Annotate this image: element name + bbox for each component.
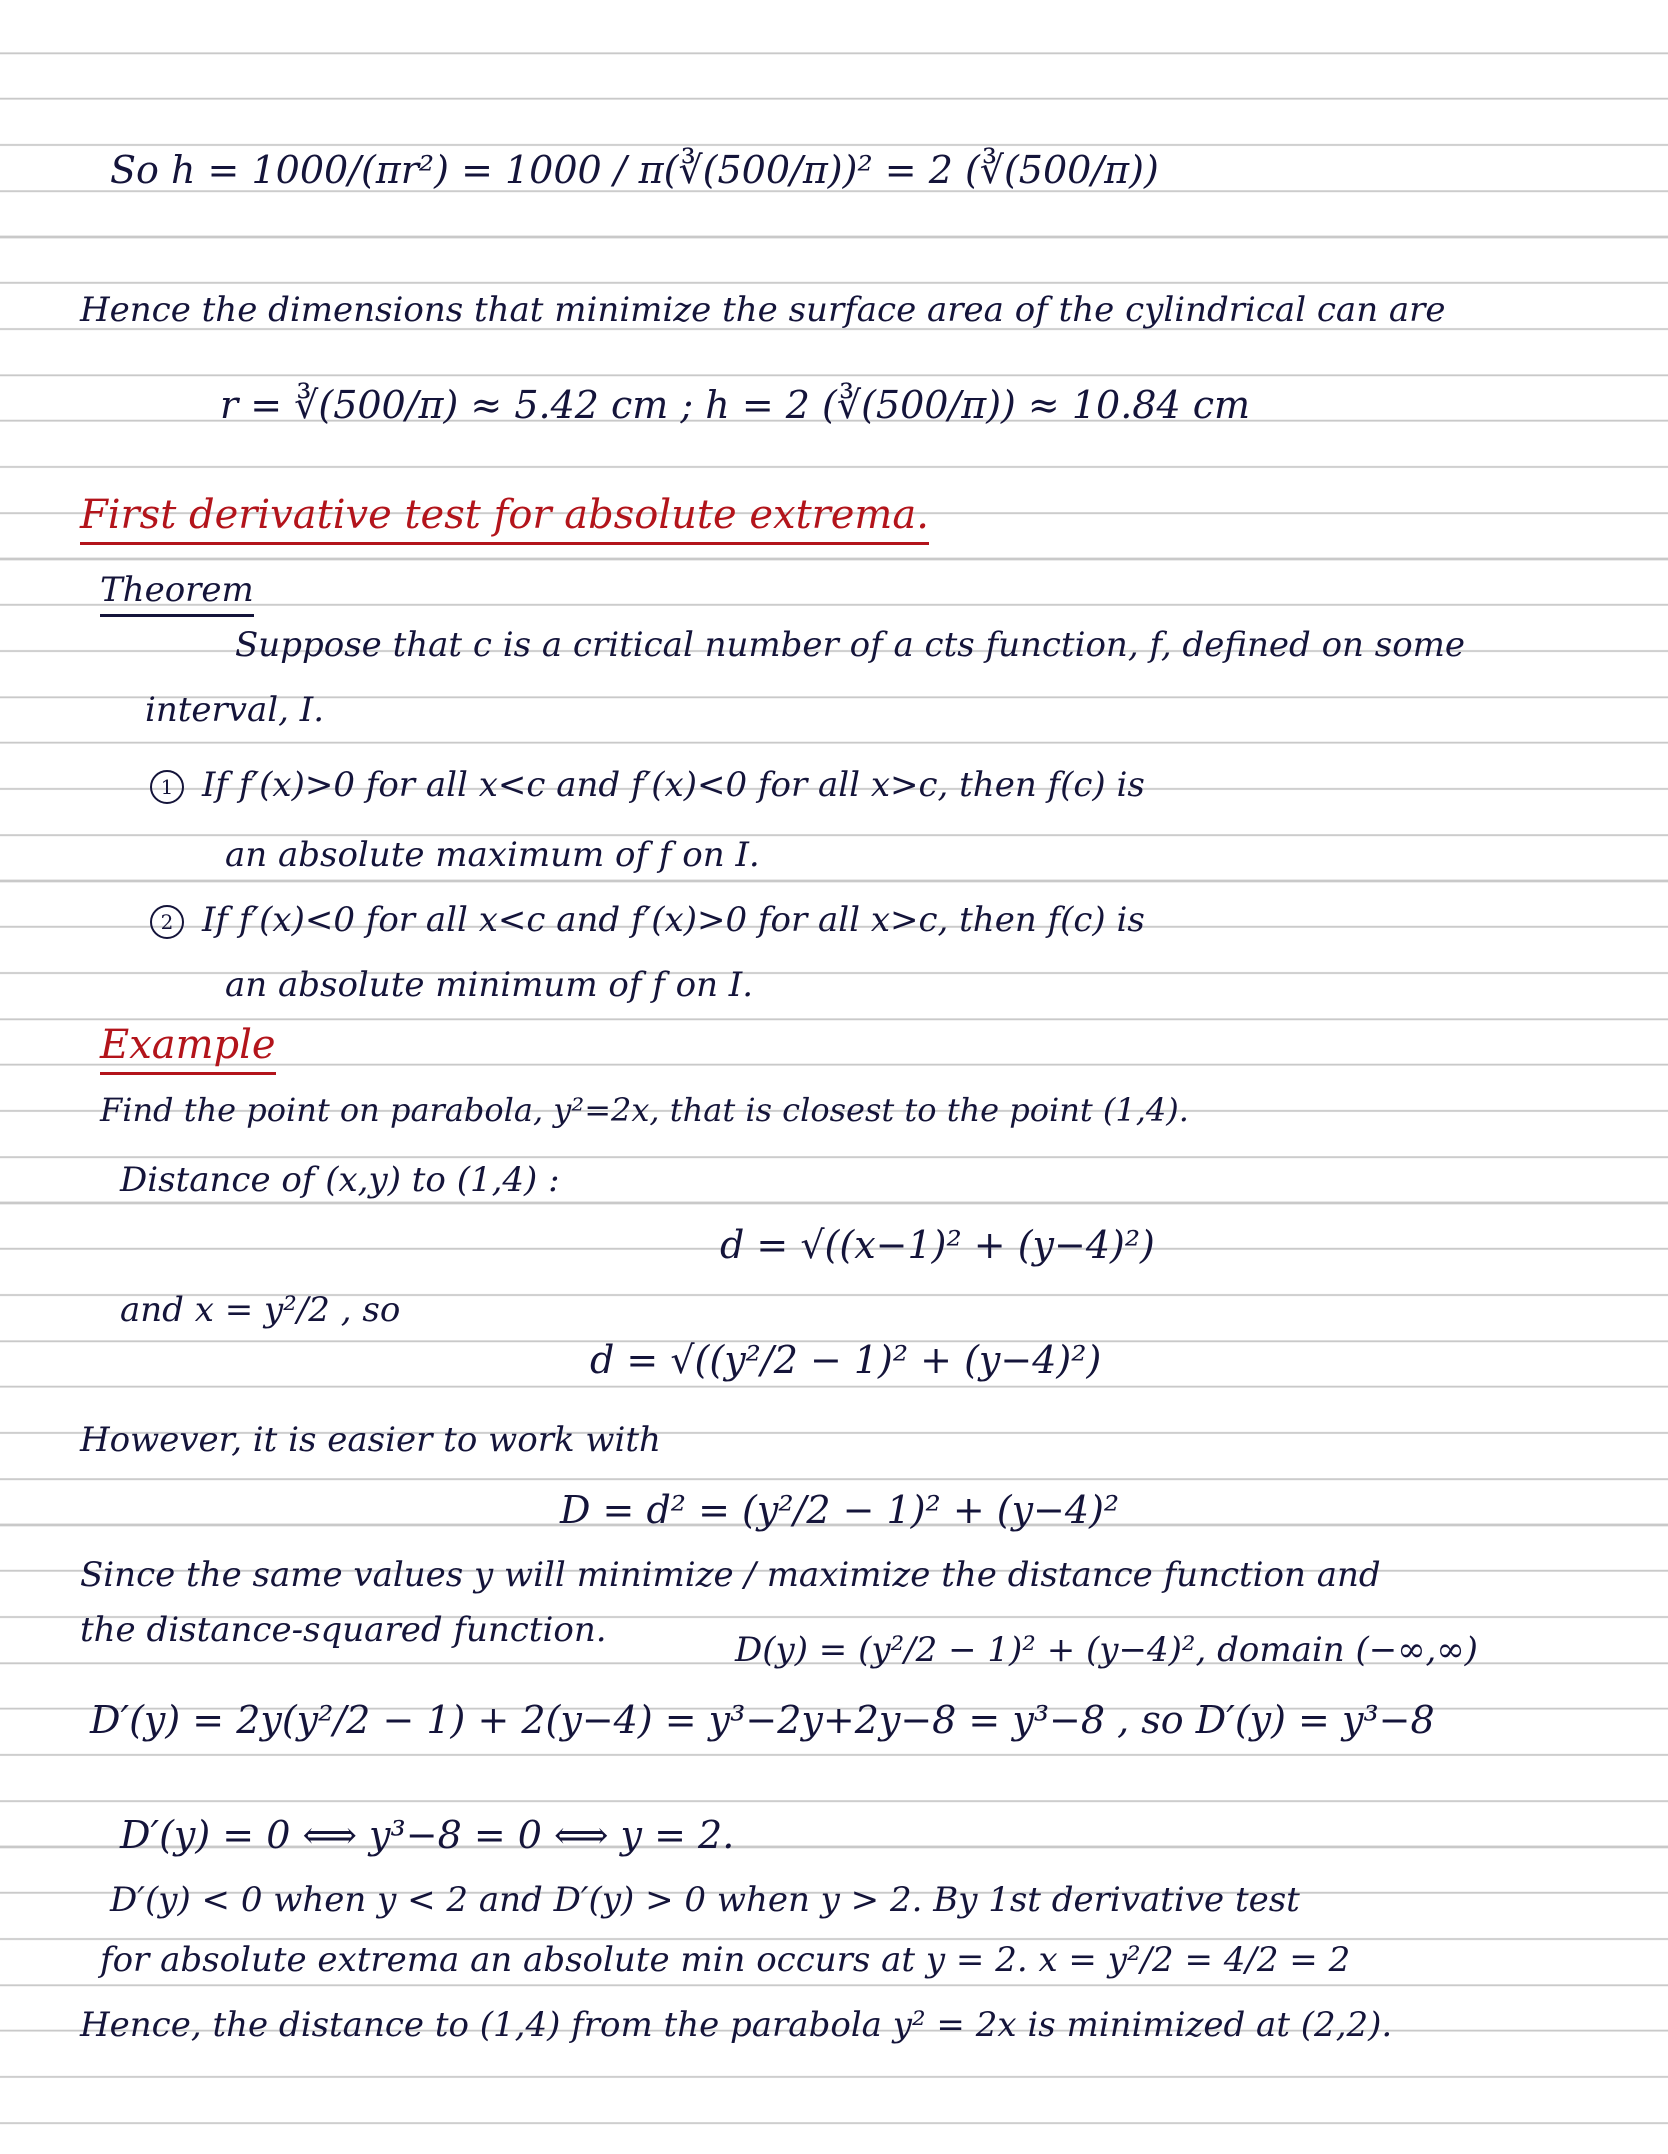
- sign-analysis-line-1: D′(y) < 0 when y < 2 and D′(y) > 0 when y > 2. By 1st derivative test: [110, 1880, 1300, 1920]
- hence-dimensions-text: Hence the dimensions that minimize the surface area of the cylindrical can are: [80, 290, 1446, 330]
- distance-intro: Distance of (x,y) to (1,4) :: [120, 1160, 560, 1200]
- since-line-1: Since the same values y will minimize / maximize the distance function and: [80, 1555, 1381, 1595]
- theorem-item-1-cont: an absolute maximum of f on I.: [225, 835, 760, 875]
- theorem-body-line-1: Suppose that c is a critical number of a cts function, f, defined on some: [235, 625, 1466, 665]
- distance-formula-2: d = √((y²/2 − 1)² + (y−4)²): [590, 1338, 1102, 1382]
- dimension-values: r = ∛(500/π) ≈ 5.42 cm ; h = 2 (∛(500/π)) ≈ 10.84 cm: [220, 383, 1251, 427]
- circled-number-1: 1: [150, 770, 184, 804]
- theorem-item-2-cont: an absolute minimum of f on I.: [225, 965, 754, 1005]
- and-x-substitution: and x = y²/2 , so: [120, 1290, 401, 1330]
- since-line-2: the distance-squared function.: [80, 1610, 607, 1650]
- theorem-item-2: [150, 900, 1145, 940]
- theorem-body-line-2: interval, I.: [145, 690, 325, 730]
- item2-line-a: If f′(x)<0 for all x<c and f′(x)>0 for all x>c, then f(c) is: [202, 900, 1145, 940]
- D-prime-zero: D′(y) = 0 ⟺ y³−8 = 0 ⟺ y = 2.: [120, 1813, 735, 1857]
- distance-formula: d = √((x−1)² + (y−4)²): [720, 1223, 1155, 1267]
- theorem-label: [100, 570, 254, 610]
- section-title: [80, 492, 929, 538]
- sign-analysis-line-2: for absolute extrema an absolute min occurs at y = 2. x = y²/2 = 4/2 = 2: [100, 1940, 1351, 1980]
- D-prime-computation: D′(y) = 2y(y²/2 − 1) + 2(y−4) = y³−2y+2y−8 = y³−8 , so D′(y) = y³−8: [90, 1698, 1435, 1742]
- however-text: However, it is easier to work with: [80, 1420, 661, 1460]
- item1-line-a: If f′(x)>0 for all x<c and f′(x)<0 for all x>c, then f(c) is: [202, 765, 1145, 805]
- section-title-text: First derivative test for absolute extrema.: [80, 492, 929, 545]
- example-prompt: Find the point on parabola, y²=2x, that is closest to the point (1,4).: [100, 1091, 1189, 1129]
- circled-number-2: 2: [150, 905, 184, 939]
- h-formula: So h = 1000/(πr²) = 1000 / π(∛(500/π))² = 2 (∛(500/π)): [110, 148, 1159, 192]
- conclusion: Hence, the distance to (1,4) from the parabola y² = 2x is minimized at (2,2).: [80, 2005, 1393, 2045]
- example-label-text: Example: [100, 1022, 276, 1075]
- D-with-domain: D(y) = (y²/2 − 1)² + (y−4)², domain (−∞,∞): [735, 1630, 1478, 1670]
- theorem-label-text: Theorem: [100, 570, 254, 617]
- theorem-item-1: [150, 765, 1145, 805]
- example-label: [100, 1022, 276, 1068]
- D-formula: D = d² = (y²/2 − 1)² + (y−4)²: [560, 1488, 1120, 1532]
